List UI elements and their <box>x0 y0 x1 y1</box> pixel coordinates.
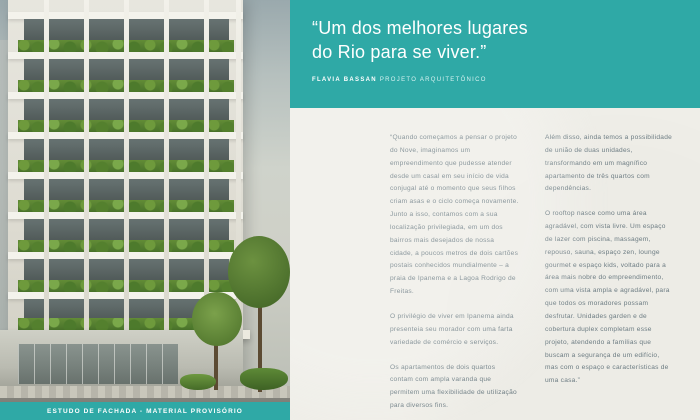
paragraph: “Quando começamos a pensar o projeto do Nove, imaginamos um empreendimento que pudesse atender desde um casal em seu início de vida conjugal até o momento que seus filhos criam asas e o ciclo começa novamente. Junto a isso, contamos com a sua localização privilegiada, em um dos bairros mais desejados de nossa cidade, a poucos metros de dois cartões postais conhecidos mundialmente – a praia de Ipanema e a Lagoa Rodrigo de Freitas. <box>390 134 519 296</box>
tree-canopy <box>192 292 242 346</box>
quote-line-1: “Um dos melhores lugares <box>312 18 528 38</box>
lobby-mullions <box>18 344 178 384</box>
text-column-left <box>390 132 519 413</box>
shrub <box>240 368 288 390</box>
sidewalk <box>0 386 290 398</box>
pull-quote <box>312 16 672 65</box>
paragraph: O rooftop nasce como uma área agradável, com vista livre. Um espaço de lazer com piscina, massagem, repouso, sauna, espaço zen, lounge gourmet e espaço kids, voltado para a área mais nobre do empreendimento, com uma vista ampla e agradável, para que todos os moradores possam desfrutar. Unidades garden e de cobertura duplex completam esse projeto, atendendo a famílias que buscam a segurança de um edifício, mas com o espaço e características de uma casa.” <box>545 210 670 385</box>
paragraph: O privilégio de viver em Ipanema ainda presenteia seu morador com uma farta variedade de comércio e serviços. <box>390 312 514 346</box>
quote-line-2: do Rio para se viver.” <box>312 42 487 63</box>
paragraph: Além disso, ainda temos a possibilidade de união de duas unidades, transformando em um magnífico apartamento de três quartos com dependências. <box>545 134 673 193</box>
body-text-area <box>290 108 700 420</box>
tree-canopy <box>228 236 290 308</box>
building-render-image <box>0 0 290 420</box>
image-caption-text: ESTUDO DE FACHADA - MATERIAL PROVISÓRIO <box>47 407 243 415</box>
image-caption-bar <box>0 402 290 420</box>
quote-panel <box>290 0 700 108</box>
text-column-right <box>545 132 674 413</box>
paragraph: Os apartamentos de dois quartos contam com ampla varanda que permitem uma flexibilidade de utilização para diversos fins. <box>390 363 517 410</box>
quote-role: PROJETO ARQUITETÔNICO <box>379 76 487 83</box>
quote-credit <box>312 77 672 83</box>
shrub <box>180 374 216 390</box>
quote-author: FLAVIA BASSAN <box>312 76 377 83</box>
